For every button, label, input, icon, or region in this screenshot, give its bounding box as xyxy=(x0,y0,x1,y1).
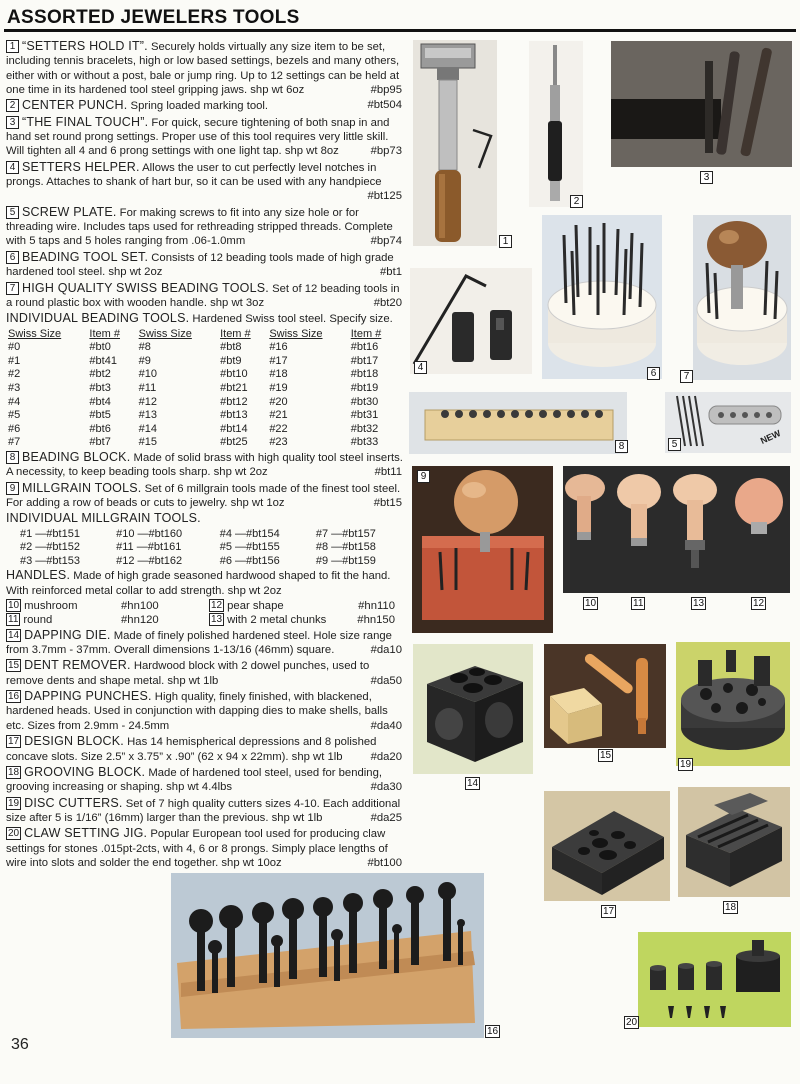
photo-beading-block xyxy=(409,392,627,454)
item-number-box: 8 xyxy=(6,451,19,464)
handle-row xyxy=(6,613,406,627)
item-title: DAPPING DIE. xyxy=(24,627,111,642)
item-number-box: 11 xyxy=(8,614,19,626)
item-title: CENTER PUNCH. xyxy=(22,98,128,113)
millgrain-table xyxy=(6,528,398,569)
label-8: 8 xyxy=(615,440,628,453)
table-cell: #bt6 xyxy=(89,422,111,435)
label-19: 19 xyxy=(680,759,692,770)
table-cell: #7 xyxy=(8,436,21,449)
label-20: 20 xyxy=(626,1017,638,1028)
handle-name: round xyxy=(23,614,53,627)
photo-dapping-die xyxy=(413,644,533,774)
table-cell: #6 xyxy=(8,422,21,435)
item-title: DESIGN BLOCK. xyxy=(24,734,124,749)
table-cell: #bt10 xyxy=(220,368,248,381)
table-cell: #bt7 xyxy=(89,436,111,449)
item-number-box: 10 xyxy=(8,600,20,612)
item-description: Spring loaded marking tool. xyxy=(127,100,269,113)
product-item xyxy=(6,281,406,311)
table-cell: #5 xyxy=(8,409,21,422)
item-number-box: 19 xyxy=(8,797,20,809)
table-cell: #bt17 xyxy=(350,354,379,367)
page-title: ASSORTED JEWELERS TOOLS xyxy=(7,7,300,28)
photo-screw-plate xyxy=(665,392,791,453)
label-10: 10 xyxy=(585,598,597,609)
item-title: SETTERS HELPER. xyxy=(22,159,140,174)
label-6: 6 xyxy=(647,367,660,380)
table-cell: #8 xyxy=(138,341,151,354)
item-description: Hardwood block with 2 dowel punches, used to remove dents and shape metal. shp wt 1lb xyxy=(6,660,370,687)
handle-name: with 2 metal chunks xyxy=(227,614,327,627)
item-number-box: 6 xyxy=(6,251,19,264)
item-number-box: 17 xyxy=(8,736,20,748)
item-code: #bt100 xyxy=(367,856,402,869)
item-code: #da25 xyxy=(370,811,402,824)
table-row xyxy=(6,396,398,410)
table-row xyxy=(6,528,398,542)
item-title: HIGH QUALITY SWISS BEADING TOOLS. xyxy=(22,280,269,295)
item-description: Allows the user to cut perfectly level notches in prongs. Attaches to shank of hart bur, so it can be used with any handpiece xyxy=(6,161,382,189)
handle-code: #hn120 xyxy=(121,614,159,627)
product-item xyxy=(6,628,406,658)
product-item xyxy=(6,205,406,249)
photo-setters-hold-it xyxy=(413,40,497,246)
page-number: 36 xyxy=(11,1036,29,1053)
label-7: 7 xyxy=(680,370,693,383)
photo-final-touch xyxy=(611,41,792,167)
item-number-box: 7 xyxy=(6,282,19,295)
item-number-box: 16 xyxy=(8,691,20,703)
product-item xyxy=(6,115,406,159)
table-cell: #12 —#bt162 xyxy=(116,554,183,567)
item-title: SCREW PLATE. xyxy=(22,204,117,219)
item-title: CLAW SETTING JIG. xyxy=(24,826,148,841)
item-title: BEADING TOOL SET. xyxy=(22,249,149,264)
item-code: #bp95 xyxy=(370,84,402,97)
table-cell: #18 xyxy=(269,368,288,381)
table-cell: #8 —#bt158 xyxy=(315,541,376,554)
item-title: DAPPING PUNCHES. xyxy=(24,689,152,704)
item-number-box: 14 xyxy=(8,629,20,641)
photo-design-block xyxy=(544,791,670,901)
item-description: Made of finely polished hardened steel. Hole size range from 3.7mm - 37mm. Overall dimensions 1-13/16 (46mm) square. xyxy=(6,629,392,657)
table-row xyxy=(6,382,398,396)
item-code: #bt15 xyxy=(373,496,402,509)
item-number-box: 15 xyxy=(8,660,20,672)
item-code: #da20 xyxy=(370,750,402,763)
table-cell: #bt2 xyxy=(89,368,111,381)
table-cell: #1 xyxy=(8,354,21,367)
item-number-box: 12 xyxy=(211,600,223,612)
item-number-box: 1 xyxy=(6,40,19,53)
table-header: Swiss Size xyxy=(8,327,62,340)
label-1: 1 xyxy=(499,235,512,248)
table-cell: #23 xyxy=(269,436,288,449)
item-code: #bp73 xyxy=(370,145,402,158)
item-title: “SETTERS HOLD IT”. xyxy=(22,39,148,53)
product-item xyxy=(6,689,406,733)
table-cell: #bt0 xyxy=(89,341,111,354)
item-description: Popular European tool used for producing claw settings for stones .015pt-2cts, with 4, 6 or 8 prongs. Simply place lengths of wire into slots and solder the end together. shp wt 10oz xyxy=(6,828,388,869)
table-cell: #bt41 xyxy=(89,354,117,367)
handle-code: #hn150 xyxy=(357,614,395,627)
item-number-box: 13 xyxy=(211,614,223,626)
item-number-box: 18 xyxy=(8,766,20,778)
item-code: #da50 xyxy=(370,674,402,687)
table-row xyxy=(6,409,398,423)
handle-name: pear shape xyxy=(227,600,284,613)
item-description: For making screws to fit into any size hole or for threading wire. Includes taps used for rethreading stripped threads. Complete with 5 taps and 5 holes ranging from .06-1.0mm xyxy=(6,206,393,248)
product-item xyxy=(6,450,406,480)
handles-heading: HANDLES. Made of high grade seasoned hardwood shaped to fit the hand. With reinforced metal collar to add strength. shp wt 2oz xyxy=(6,568,391,597)
item-code: #bt20 xyxy=(373,296,402,309)
item-title: DISC CUTTERS. xyxy=(24,795,123,810)
handle-row xyxy=(6,599,406,613)
item-title: MILLGRAIN TOOLS. xyxy=(22,480,142,495)
table-row xyxy=(6,436,398,450)
table-cell: #13 xyxy=(138,409,158,422)
table-cell: #21 xyxy=(269,409,288,422)
table-cell: #10 —#bt160 xyxy=(116,527,183,540)
table-header: Item # xyxy=(350,327,382,340)
item-number-box: 20 xyxy=(8,828,20,840)
product-text-column xyxy=(6,39,406,871)
photo-dapping-punches xyxy=(171,873,484,1038)
photo-setters-helper xyxy=(410,268,532,374)
table-row xyxy=(6,341,398,355)
table-cell: #bt25 xyxy=(220,436,248,449)
table-cell: #2 —#bt152 xyxy=(20,541,80,554)
table-cell: #16 xyxy=(269,341,288,354)
item-code: #bt125 xyxy=(367,190,402,203)
label-13: 13 xyxy=(693,598,705,609)
item-code: #da40 xyxy=(370,719,402,732)
handle-name: mushroom xyxy=(24,600,78,613)
table-cell: #12 xyxy=(138,395,158,408)
photo-claw-setting-jig xyxy=(638,932,791,1027)
item-description: High quality, finely finished, with blackened, hardened heads. Used in conjunction with dapping dies to make shells, balls etc. Sizes from 2.9mm - 24.5mm xyxy=(6,691,388,732)
table-row xyxy=(6,423,398,437)
table-cell: #11 xyxy=(138,381,157,394)
photo-millgrain-tools xyxy=(412,466,553,633)
table-cell: #bt19 xyxy=(350,381,379,394)
item-title: BEADING BLOCK. xyxy=(22,449,131,464)
item-number-box: 2 xyxy=(6,99,19,112)
items-group-3 xyxy=(6,628,406,871)
items-group-2 xyxy=(6,450,406,510)
photo-swiss-beading-tools xyxy=(693,215,791,380)
table-cell: #17 xyxy=(269,354,288,367)
item-title: DENT REMOVER. xyxy=(24,658,131,673)
item-number-box: 3 xyxy=(6,116,19,129)
table-cell: #14 xyxy=(138,422,158,435)
label-16: 16 xyxy=(487,1026,499,1037)
item-code: #bt504 xyxy=(367,99,402,112)
table-cell: #bt5 xyxy=(89,409,111,422)
item-number-box: 4 xyxy=(6,161,19,174)
item-description: Set of 7 high quality cutters sizes 4-10. Each additional size after 5 is 1/16” (16mm) larger than the previous. shp wt 1lb xyxy=(6,797,401,824)
label-5: 5 xyxy=(668,438,681,451)
table-cell: #9 —#bt159 xyxy=(315,554,376,567)
item-description: Consists of 12 beading tools made of high grade hardened tool steel. shp wt 2oz xyxy=(6,251,394,279)
items-group-1 xyxy=(6,39,406,310)
label-9: 9 xyxy=(417,470,430,483)
product-item xyxy=(6,481,406,511)
header-rule xyxy=(4,29,796,32)
product-item xyxy=(6,796,406,826)
product-item xyxy=(6,98,406,113)
photo-disc-cutters xyxy=(676,642,790,766)
table-cell: #3 xyxy=(8,381,21,394)
page-header xyxy=(4,2,796,32)
photo-center-punch xyxy=(529,41,583,207)
new-badge: NEW xyxy=(758,428,783,446)
beading-size-table xyxy=(6,328,398,450)
label-18: 18 xyxy=(725,902,737,913)
handle-code: #hn100 xyxy=(121,600,159,613)
table-cell: #15 xyxy=(138,436,158,449)
item-description: Made of solid brass with high quality tool steel inserts. A necessity, to keep beading tools sharp. shp wt 2oz xyxy=(6,451,403,479)
table-cell: #6 —#bt156 xyxy=(219,554,280,567)
table-cell: #1 —#bt151 xyxy=(20,527,80,540)
item-code: #bp74 xyxy=(370,235,402,248)
item-code: #da30 xyxy=(370,781,402,794)
table-cell: #bt12 xyxy=(220,395,248,408)
item-code: #da10 xyxy=(370,644,402,657)
label-14: 14 xyxy=(467,778,479,789)
item-description: For quick, secure tightening of both snap in and hand set round prong settings. Proper use of this tool requires very little skill. Will tighten all 4 and 6 prong settings with one light tap. shp wt 8oz xyxy=(6,116,390,158)
label-12: 12 xyxy=(753,598,765,609)
table-row xyxy=(6,368,398,382)
individual-millgrain-heading: INDIVIDUAL MILLGRAIN TOOLS. xyxy=(6,511,201,526)
photo-grooving-block xyxy=(678,787,790,897)
item-description: Has 14 hemispherical depressions and 8 polished concave slots. Size 2.5” x 3.75” x .90” (62 x 94 x 22mm). shp wt 1lb xyxy=(6,736,377,763)
table-row xyxy=(6,555,398,569)
product-item xyxy=(6,160,406,204)
item-code: #bt11 xyxy=(374,466,402,479)
product-item xyxy=(6,250,406,280)
table-cell: #bt18 xyxy=(350,368,379,381)
table-cell: #2 xyxy=(8,368,21,381)
item-title: GROOVING BLOCK. xyxy=(24,764,146,779)
table-row xyxy=(6,355,398,369)
table-cell: #4 xyxy=(8,395,21,408)
table-cell: #4 —#bt154 xyxy=(219,527,280,540)
table-header: Swiss Size xyxy=(138,327,192,340)
item-description: Set of 12 beading tools in a round plastic box with wooden handle. shp wt 3oz xyxy=(6,282,400,309)
table-cell: #19 xyxy=(269,381,288,394)
table-cell: #bt4 xyxy=(89,395,111,408)
table-header: Item # xyxy=(220,327,251,340)
table-cell: #bt8 xyxy=(220,341,242,354)
table-cell: #bt13 xyxy=(220,409,248,422)
item-code: #bt1 xyxy=(380,266,402,279)
table-cell: #10 xyxy=(138,368,158,381)
item-description: Set of 6 millgrain tools made of the finest tool steel. For adding a row of beads or cuts to jewelry. shp wt 1oz xyxy=(6,482,401,509)
label-3: 3 xyxy=(700,171,713,184)
item-description: Securely holds virtually any size item to be set, including tennis bracelets, high or low based settings, bezels and many others, either with or without a post, bale or jump ring. Up to 12 settings can be held at one time in its hardened tool steel gripping jaws. shp wt 6oz xyxy=(6,41,400,97)
table-cell: #bt32 xyxy=(350,422,379,435)
table-cell: #9 xyxy=(138,354,151,367)
table-cell: #20 xyxy=(269,395,288,408)
label-2: 2 xyxy=(570,195,583,208)
table-header: Swiss Size xyxy=(269,327,323,340)
table-cell: #22 xyxy=(269,422,288,435)
photo-beading-tool-set xyxy=(542,215,662,379)
table-cell: #bt3 xyxy=(89,381,111,394)
table-cell: #0 xyxy=(8,341,21,354)
photo-handles xyxy=(563,466,790,593)
table-cell: #bt33 xyxy=(350,436,379,449)
table-cell: #5 —#bt155 xyxy=(219,541,280,554)
table-cell: #bt14 xyxy=(220,422,248,435)
label-4: 4 xyxy=(414,361,427,374)
product-item xyxy=(6,658,406,688)
product-item xyxy=(6,39,406,97)
item-number-box: 9 xyxy=(6,482,19,495)
item-description: Made of hardened tool steel, used for bending, grooving increasing or shaping. shp wt 4.4lbs xyxy=(6,766,382,794)
table-cell: #3 —#bt153 xyxy=(20,554,80,567)
table-cell: #bt30 xyxy=(350,395,379,408)
product-item xyxy=(6,734,406,764)
handle-code: #hn110 xyxy=(358,600,395,613)
product-item xyxy=(6,765,406,795)
table-header: Item # xyxy=(89,327,120,340)
photo-dent-remover xyxy=(544,644,666,748)
item-number-box: 5 xyxy=(6,206,19,219)
label-11: 11 xyxy=(633,598,644,609)
individual-beading-heading: INDIVIDUAL BEADING TOOLS. Hardened Swiss tool steel. Specify size. xyxy=(6,311,393,326)
table-row xyxy=(6,541,398,555)
product-item xyxy=(6,826,406,870)
table-cell: #bt21 xyxy=(220,381,248,394)
table-cell: #bt16 xyxy=(350,341,379,354)
item-title: “THE FINAL TOUCH”. xyxy=(22,114,149,129)
handles-list xyxy=(6,599,406,628)
table-cell: #bt31 xyxy=(350,409,379,422)
label-17: 17 xyxy=(603,906,615,917)
label-15: 15 xyxy=(600,750,612,761)
table-cell: #bt9 xyxy=(220,354,242,367)
table-cell: #7 —#bt157 xyxy=(315,527,376,540)
table-cell: #11 —#bt161 xyxy=(116,541,182,554)
